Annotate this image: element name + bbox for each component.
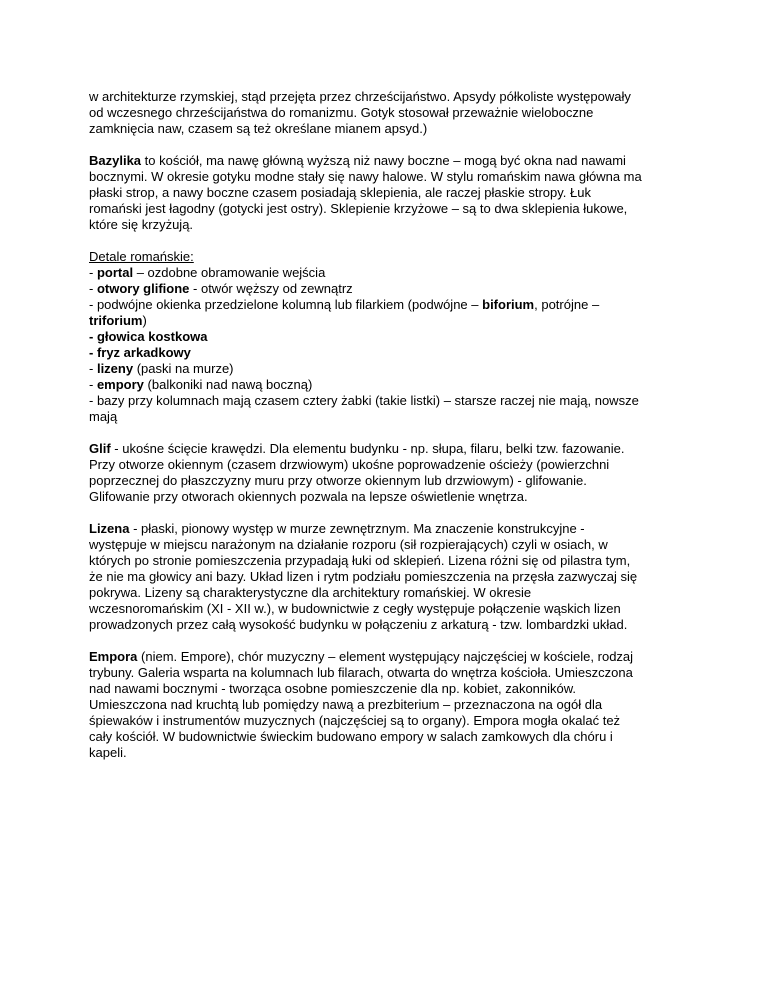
term-otwory-glifione: otwory glifione	[96, 281, 190, 296]
text-fragment: to kościół, ma nawę główną wyższą niż nawy boczne – mogą być okna nad nawami	[141, 153, 626, 168]
text-line	[89, 521, 679, 537]
term-glif: Glif	[89, 441, 111, 456]
text-line	[89, 441, 679, 457]
paragraph-empora	[89, 649, 679, 761]
paragraph-bazylika	[89, 153, 679, 233]
term-triforium: triforium	[89, 313, 143, 328]
text-fragment: (niem. Empore), chór muzyczny – element występujący najczęściej w kościele, rodzaj	[137, 649, 634, 664]
text-fragment: (paski na murze)	[133, 361, 234, 376]
text-line: których po stronie pomieszczenia przypadają łuki od sklepień. Lizena różni się od pilastra tym,	[89, 553, 631, 568]
text-line: wczesnoromańskim (XI - XII w.), w budownictwie z cegły występuje połączenie wąskich lizen	[89, 601, 621, 616]
text-line: poprzecznej do płaszczyzny muru przy otworze okiennym lub drzwiowym) - glifowanie.	[89, 473, 587, 488]
text-line: zamknięcia naw, czasem są też określane mianem apsyd.)	[89, 121, 428, 136]
list-item-okienka	[89, 297, 679, 313]
bullet: -	[89, 281, 97, 296]
text-line	[89, 153, 679, 169]
term-fryz-arkadkowy: - fryz arkadkowy	[89, 345, 191, 360]
list-item-fryz	[89, 345, 679, 361]
text-line: Przy otworze okiennym (czasem drzwiowym) ukośne poprowadzenie ościeży (powierzchni	[89, 457, 610, 472]
text-line: trybuny. Galeria wsparta na kolumnach lub filarach, otwarta do wnętrza kościoła. Umieszczona	[89, 665, 633, 680]
text-line	[89, 649, 679, 665]
text-fragment: (balkoniki nad nawą boczną)	[143, 377, 313, 392]
term-lizena: Lizena	[89, 521, 130, 536]
text-line: występuje w miejscu narażonym na działanie rozporu (sił rozpierających) czyli w osiach, w	[89, 537, 608, 552]
term-glowica-kostkowa: - głowica kostkowa	[89, 329, 208, 344]
text-line: Glifowanie przy otworach okiennych pozwala na lepsze oświetlenie wnętrza.	[89, 489, 528, 504]
list-item-okienka-cont	[89, 313, 679, 329]
bullet: -	[89, 265, 97, 280]
text-fragment: - ukośne ścięcie krawędzi. Dla elementu budynku - np. słupa, filaru, belki tzw. fazowanie.	[110, 441, 625, 456]
text-line: romański jest łagodny (gotycki jest ostry). Sklepienie krzyżowe – są to dwa sklepienia łukowe,	[89, 201, 628, 216]
text-fragment: )	[142, 313, 147, 328]
list-heading	[89, 249, 679, 265]
text-line: w architekturze rzymskiej, stąd przejęta przez chrześcijaństwo. Apsydy półkoliste występowały	[89, 89, 631, 104]
text-line: które się krzyżują.	[89, 217, 194, 232]
text-line: że nie ma głowicy ani bazy. Układ lizen i rytm podziału pomieszczenia na przęsła zazwyczaj się	[89, 569, 638, 584]
text-line: cały kościół. W budownictwie świeckim budowano empory w salach zamkowych dla chóru i	[89, 729, 613, 744]
term-bazylika: Bazylika	[89, 153, 142, 168]
list-item-glowica	[89, 329, 679, 345]
heading-detale: Detale romańskie:	[89, 249, 194, 264]
text-fragment: - otwór węższy od zewnątrz	[189, 281, 353, 296]
term-empory: empory	[96, 377, 144, 392]
bullet: -	[89, 361, 97, 376]
text-line: bocznymi. W okresie gotyku modne stały się nawy halowe. W stylu romańskim nawa główna ma	[89, 169, 642, 184]
list-item-portal	[89, 265, 679, 281]
term-portal: portal	[96, 265, 134, 280]
list-detale-romanskie	[89, 249, 679, 425]
text-fragment: , potrójne –	[534, 297, 600, 312]
text-line: Umieszczona nad kruchtą lub pomiędzy nawą a prezbiterium – przeznaczona na ogół dla	[89, 697, 603, 712]
text-line: płaski strop, a nawy boczne czasem posiadają sklepienia, ale raczej płaskie stropy. Łuk	[89, 185, 591, 200]
text-line: kapeli.	[89, 745, 127, 760]
term-lizeny: lizeny	[96, 361, 134, 376]
text-fragment: - płaski, pionowy występ w murze zewnętrznym. Ma znaczenie konstrukcyjne -	[129, 521, 585, 536]
document-page	[89, 89, 679, 777]
paragraph-glif	[89, 441, 679, 505]
text-fragment: – ozdobne obramowanie wejścia	[133, 265, 326, 280]
term-empora: Empora	[89, 649, 138, 664]
text-line: pokrywa. Lizeny są charakterystyczne dla architektury romańskiej. W okresie	[89, 585, 532, 600]
text-fragment: - podwójne okienka przedzielone kolumną lub filarkiem (podwójne –	[89, 297, 483, 312]
list-item-otwory	[89, 281, 679, 297]
list-item-lizeny	[89, 361, 679, 377]
list-item-bazy-cont: mają	[89, 409, 118, 424]
bullet: -	[89, 377, 97, 392]
list-item-bazy: - bazy przy kolumnach mają czasem cztery żabki (takie listki) – starsze raczej nie mają, nowsze	[89, 393, 639, 408]
term-biforium: biforium	[482, 297, 535, 312]
text-line: śpiewaków i instrumentów muzycznych (najczęściej są to organy). Empora mogła okalać też	[89, 713, 621, 728]
text-line: prowadzonych przez całą wysokość budynku w połączeniu z arkaturą - tzw. lombardzki układ.	[89, 617, 628, 632]
paragraph-lizena	[89, 521, 679, 633]
list-item-empory	[89, 377, 679, 393]
text-line: nad nawami bocznymi - tworząca osobne pomieszczenie dla np. kobiet, zakonników.	[89, 681, 577, 696]
paragraph-apsyda-continuation	[89, 89, 679, 137]
text-line: od wczesnego chrześcijaństwa do romanizmu. Gotyk stosował przeważnie wieloboczne	[89, 105, 594, 120]
